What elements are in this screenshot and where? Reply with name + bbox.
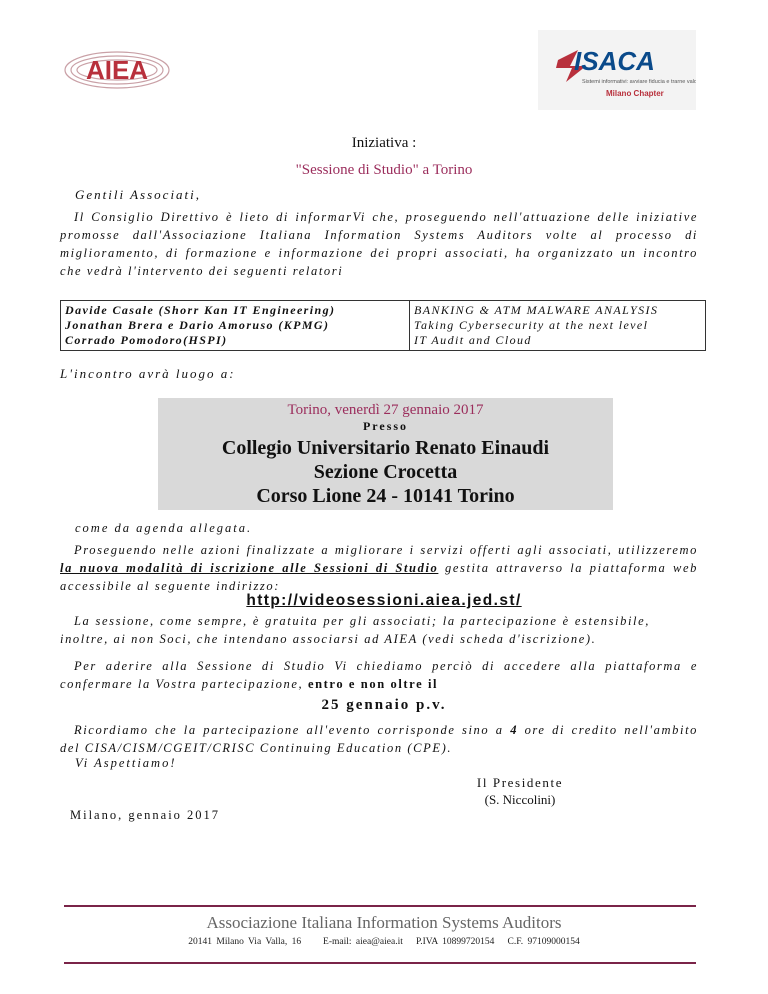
speaker-topic: BANKING & ATM MALWARE ANALYSIS: [414, 303, 659, 317]
signature-role: Il Presidente: [476, 775, 564, 790]
participation-paragraph: La sessione, come sempre, è gratuita per gli associati; la partecipazione è estensibile, inoltre, ai non Soci, che intendano associarsi ad AIEA (vedi scheda d'iscrizione).: [60, 614, 650, 646]
footer-rule-top: [64, 905, 696, 907]
credits-paragraph: Ricordiamo che la partecipazione all'evento corrisponde sino a 4 ore di credito nell'ambito del CISA/CISM/CGEIT/CRISC Continuing Education (CPE).: [60, 723, 698, 755]
place-date: Milano, gennaio 2017: [70, 808, 221, 822]
page-title: "Sessione di Studio" a Torino: [295, 162, 473, 178]
speaker-topic: Taking Cybersecurity at the next level: [414, 318, 649, 332]
svg-text:ISACA: ISACA: [574, 46, 655, 76]
speaker-name: Davide Casale (Shorr Kan IT Engineering): [65, 303, 336, 317]
aiea-logo: [62, 42, 172, 97]
agenda-note: come da agenda allegata.: [75, 521, 253, 535]
footer-contacts: 20141 Milano Via Valla, 16 E-mail: aiea@aiea.it P.IVA 10899720154 C.F. 97109000154: [188, 937, 580, 947]
signature-name: (S. Niccolini): [484, 792, 556, 807]
speaker-names-cell: [61, 301, 410, 351]
svg-text:AIEA: AIEA: [85, 55, 149, 85]
deadline-date: 25 gennaio p.v.: [321, 697, 447, 713]
greeting: Gentili Associati,: [75, 187, 202, 202]
presso-label: Presso: [362, 419, 409, 433]
kicker: Iniziativa :: [351, 135, 417, 151]
venue-address: Corso Lione 24 - 10141 Torino: [256, 485, 515, 507]
speaker-topic: IT Audit and Cloud: [414, 333, 532, 347]
registration-paragraph: Proseguendo nelle azioni finalizzate a migliorare i servizi offerti agli associati, utilizzeremo la nuova modalità di iscrizione alle Sessioni di Studio gestita attraverso la piattaforma web accessibile al seguente indirizzo:: [60, 543, 698, 593]
closing-line: Vi Aspettiamo!: [75, 756, 177, 770]
svg-text:Milano Chapter: Milano Chapter: [606, 89, 664, 98]
isaca-logo: [538, 30, 696, 110]
footer-org: Associazione Italiana Information Systems Auditors: [206, 913, 562, 932]
speakers-table: [60, 300, 706, 351]
event-date: Torino, venerdì 27 gennaio 2017: [287, 402, 484, 418]
venue-name: Collegio Universitario Renato Einaudi: [221, 437, 550, 459]
speaker-topics-cell: [410, 301, 706, 351]
venue-box: [158, 398, 613, 510]
deadline-paragraph: Per aderire alla Sessione di Studio Vi chiediamo perciò di accedere alla piattaforma e confermare la Vostra partecipazione, entro e non oltre il: [60, 659, 698, 691]
speaker-name: Jonathan Brera e Dario Amoruso (KPMG): [65, 318, 330, 332]
intro-paragraph: Il Consiglio Direttivo è lieto di informarVi che, proseguendo nell'attuazione delle iniziative promosse dall'Associazione Italiana Information Systems Auditors volte al processo di miglioramento, di formazione e informazione dei propri associati, ha organizzato un incontro che vedrà l'intervento dei seguenti relatori: [60, 210, 698, 278]
svg-text:Sistemi informativi: avviare f: Sistemi informativi: avviare fiducia e trarne valore: [582, 79, 696, 85]
footer-rule-bottom: [64, 962, 696, 964]
venue-lead: L'incontro avrà luogo a:: [60, 366, 236, 381]
venue-section: Sezione Crocetta: [313, 461, 458, 483]
speaker-name: Corrado Pomodoro(HSPI): [65, 333, 228, 347]
new-registration-mode: la nuova modalità di iscrizione alle Sessioni di Studio: [60, 561, 439, 575]
registration-url[interactable]: http://videosessioni.aiea.jed.st/: [246, 592, 522, 609]
